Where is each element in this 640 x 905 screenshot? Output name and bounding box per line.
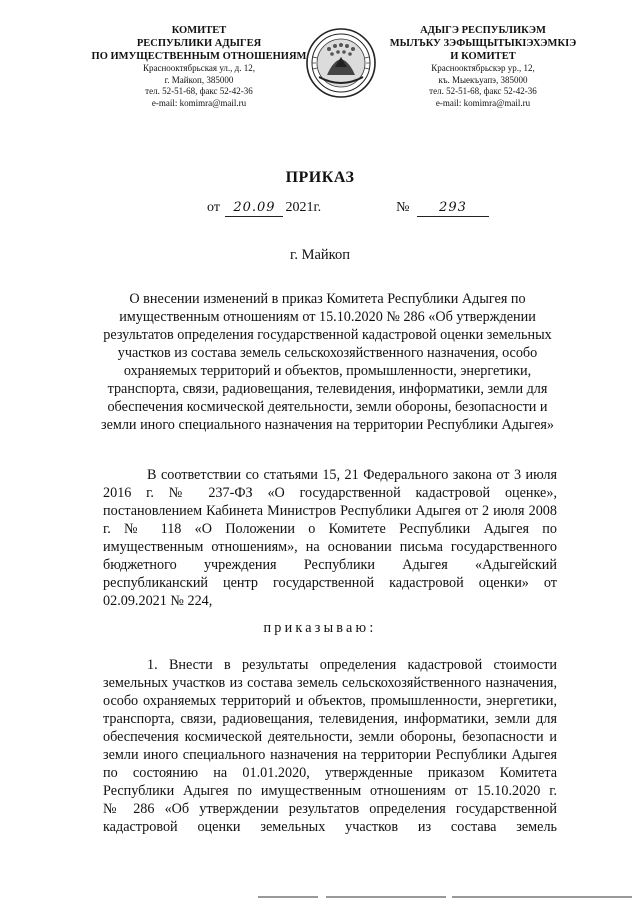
header-left-title-2: РЕСПУБЛИКИ АДЫГЕЯ xyxy=(136,38,262,49)
item-1-line: № 286 «Об утверждении результатов определения государственной xyxy=(103,801,557,817)
item-1-line: земли иного специального назначения на территории Республики Адыгея xyxy=(103,747,557,763)
item-1-line: 1. Внести в результаты определения кадастровой стоимости xyxy=(147,657,557,673)
date-value: 20.09 xyxy=(233,200,276,215)
header-left-title-3: ПО ИМУЩЕСТВЕННЫМ ОТНОШЕНИЯМ xyxy=(91,51,307,62)
preamble-line: республиканский центр государственной кадастровой оценки» от xyxy=(103,575,557,591)
header-left-address: Краснооктябрьская ул., д. 12, xyxy=(143,63,255,73)
item-1-line: обеспечения космической деятельности, земли обороны, безопасности и xyxy=(103,729,557,745)
preamble-line: В соответствии со статьями 15, 21 Федерального закона от 3 июля xyxy=(147,467,557,483)
city-line: г. Майкоп xyxy=(290,247,350,263)
date-suffix: 2021г. xyxy=(285,200,322,215)
item-1-line: земельных участков из состава земель сельскохозяйственного назначения, xyxy=(103,675,557,691)
preamble-line: постановлением Кабинета Министров Республики Адыгея от 2 июля 2008 xyxy=(103,503,557,519)
header-right-title-2: МЫЛЪКУ ЗЭФЫЩЫТЫКIЭХЭМКIЭ xyxy=(389,38,577,49)
item-1-paragraph xyxy=(103,656,557,836)
item-1-line: особо охраняемых территорий и объектов, промышленности, энергетики, xyxy=(103,693,557,709)
header-right-phone: тел. 52-51-68, факс 52-42-36 xyxy=(429,86,537,96)
header-right-city: къ. Мыекъуапэ, 385000 xyxy=(438,74,528,85)
order-word: приказываю: xyxy=(263,620,377,636)
header-right-title-1: АДЫГЭ РЕСПУБЛИКЭМ xyxy=(420,25,546,36)
scan-edge-line xyxy=(258,885,638,887)
preamble-line: 02.09.2021 № 224, xyxy=(103,593,213,609)
item-1-line: по состоянию на 01.01.2020, утвержденные приказом Комитета xyxy=(103,765,557,781)
header-left-email: e-mail: komimra@mail.ru xyxy=(151,97,247,108)
number-value: 293 xyxy=(439,200,467,215)
date-prefix: от xyxy=(207,200,220,215)
preamble-paragraph xyxy=(103,466,557,610)
item-1-line: транспорта, связи, радиовещания, телевидения, информатики, земли для xyxy=(103,711,557,727)
header-right-email: e-mail: komimra@mail.ru xyxy=(435,97,531,108)
header-left-phone: тел. 52-51-68, факс 52-42-36 xyxy=(145,86,253,96)
coat-of-arms-icon xyxy=(305,27,377,99)
document-title: ПРИКАЗ xyxy=(285,169,355,186)
preamble-line: г. № 118 «О Положении о Комитете Республики Адыгея по xyxy=(103,521,557,537)
date-number-line xyxy=(207,200,507,217)
item-1-line: Республики Адыгея по имущественным отношениям от 15.10.2020 г. xyxy=(103,783,557,799)
header-right-title-3: И КОМИТЕТ xyxy=(450,51,516,62)
preamble-line: 2016 г. № 237-ФЗ «О государственной кадастровой оценке», xyxy=(103,485,557,501)
header-left-city: г. Майкоп, 385000 xyxy=(164,74,234,85)
preamble-line: имущественным отношениям», на основании письма государственного xyxy=(103,539,557,555)
item-1-line: кадастровой оценки земельных участков из состава земель xyxy=(103,819,557,835)
preamble-line: бюджетного учреждения Республики Адыгея «Адыгейский xyxy=(103,557,557,573)
header-right-address: Краснооктябрьскэр ур., 12, xyxy=(431,63,535,73)
header-left xyxy=(88,24,310,109)
number-prefix: № xyxy=(396,200,410,215)
subject-heading: О внесении изменений в приказ Комитета Республики Адыгея по имущественным отношениям от 15.10.2020 № 286 «Об утверждении результатов определения государственной кадастровой оценки земельных участков из состава земель сельскохозяйственного назначения, особо охраняемых территорий и объектов, промышленности, энергетики, транспорта, связи, радиовещания, телевидения, информатики, земли для обеспечения космической деятельности, земли обороны, безопасности и земли иного специального назначения на территории Республики Адыгея» xyxy=(100,291,555,433)
header-right xyxy=(378,24,588,109)
header-left-title-1: КОМИТЕТ xyxy=(171,25,227,36)
